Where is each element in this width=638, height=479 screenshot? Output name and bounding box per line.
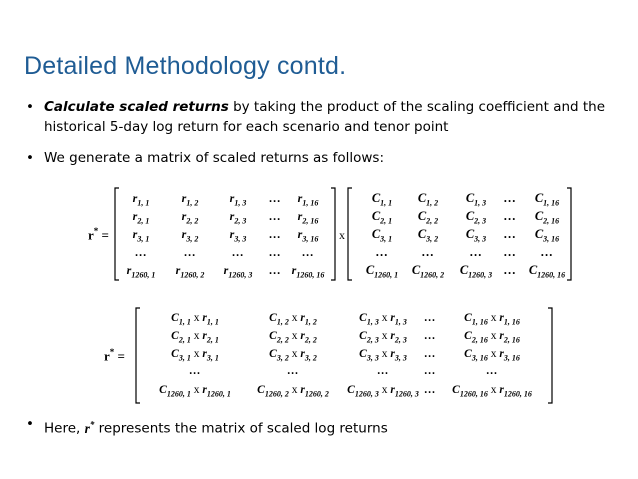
c-matrix-cell: … [503, 245, 517, 259]
r-matrix-cell: $r_{1260, 16}$ [291, 263, 325, 280]
c-matrix-cell: $C_{3, 16}$ [534, 227, 560, 244]
c-matrix-cell: $C_{1, 2}$ [417, 191, 439, 208]
r-matrix-cell: … [232, 245, 244, 259]
bullet-text: We generate a matrix of scaled returns as follows: [44, 150, 385, 166]
product-matrix-cell: $C_{1260, 3}$ x $r_{1260, 3}$ [347, 384, 419, 399]
c-matrix-cell: $C_{2, 16}$ [534, 209, 560, 226]
product-matrix-cell: $C_{2, 2}$ x $r_{2, 2}$ [269, 330, 317, 345]
c-matrix-cell: $C_{2, 2}$ [417, 209, 439, 226]
product-matrix-cell: $C_{1, 16}$ x $r_{1, 16}$ [464, 312, 520, 327]
r-matrix-cell: … [184, 245, 196, 259]
r-matrix-cell: … [135, 245, 147, 259]
equation1-label: r* = [88, 226, 109, 243]
product-matrix-cell: $C_{3, 16}$ x $r_{3, 16}$ [464, 348, 520, 363]
bullet-dot-icon: • [26, 99, 34, 115]
c-matrix-cell: $C_{3, 3}$ [465, 227, 487, 244]
product-matrix-cell: … [486, 365, 498, 377]
product-matrix-cell: $C_{1260, 2}$ x $r_{1260, 2}$ [257, 384, 329, 399]
c-matrix-cell: … [503, 191, 517, 205]
r-matrix-cell: … [302, 245, 314, 259]
r-matrix-cell: $r_{2, 16}$ [297, 209, 319, 226]
c-matrix-cell: $C_{1, 1}$ [371, 191, 393, 208]
r-matrix-cell: $r_{1260, 1}$ [126, 263, 156, 280]
bullet-suffix: represents the matrix of scaled log returns [94, 420, 388, 437]
product-matrix-cell: … [424, 330, 436, 342]
r-matrix-cell: … [269, 263, 281, 277]
c-matrix-cell: … [503, 209, 517, 223]
r-matrix-cell: $r_{3, 3}$ [229, 227, 247, 244]
c-matrix-cell: $C_{1260, 1}$ [365, 263, 399, 280]
c-matrix-cell: … [375, 245, 389, 259]
equation2-label: r* = [104, 347, 125, 364]
r-matrix-cell: $r_{1260, 3}$ [223, 263, 253, 280]
r-matrix-cell: … [269, 209, 281, 223]
c-matrix-cell: $C_{3, 2}$ [417, 227, 439, 244]
product-matrix-cell: … [424, 312, 436, 324]
bullet-text [44, 414, 388, 439]
r-star-symbol: r* [84, 419, 95, 436]
product-matrix-cell: $C_{2, 3}$ x $r_{2, 3}$ [359, 330, 407, 345]
c-matrix-cell: $C_{2, 3}$ [465, 209, 487, 226]
product-matrix-cell: … [189, 365, 201, 377]
c-matrix-cell: $C_{3, 1}$ [371, 227, 393, 244]
r-matrix-cell: $r_{1, 16}$ [297, 191, 319, 208]
r-matrix-cell: $r_{1260, 2}$ [175, 263, 205, 280]
product-matrix-cell: $C_{1260, 16}$ x $r_{1260, 16}$ [452, 384, 532, 399]
bullet-bold-phrase: Calculate scaled returns [44, 99, 229, 115]
r-matrix-cell: $r_{2, 2}$ [181, 209, 199, 226]
r-matrix-cell: $r_{3, 16}$ [297, 227, 319, 244]
product-matrix-cell: $C_{1, 3}$ x $r_{1, 3}$ [359, 312, 407, 327]
r-matrix-cell: $r_{2, 3}$ [229, 209, 247, 226]
c-matrix-cell: $C_{1, 16}$ [534, 191, 560, 208]
c-matrix-cell: $C_{1, 3}$ [465, 191, 487, 208]
c-matrix-cell: $C_{1260, 16}$ [528, 263, 566, 280]
product-matrix-cell: $C_{3, 1}$ x $r_{3, 1}$ [171, 348, 219, 363]
c-matrix-cell: $C_{2, 1}$ [371, 209, 393, 226]
r-matrix-cell: $r_{3, 1}$ [132, 227, 150, 244]
bullet-prefix: Here, [44, 420, 85, 437]
r-matrix-cell: $r_{3, 2}$ [181, 227, 199, 244]
c-matrix-cell: … [503, 227, 517, 241]
product-matrix-cell: $C_{2, 1}$ x $r_{2, 1}$ [171, 330, 219, 345]
c-matrix-cell: … [503, 263, 517, 277]
product-matrix-cell: $C_{1, 1}$ x $r_{1, 1}$ [171, 312, 219, 327]
bullet-text-line2: historical 5-day log return for each scenario and tenor point [44, 119, 449, 135]
r-matrix-cell: $r_{2, 1}$ [132, 209, 150, 226]
c-matrix-cell: $C_{1260, 3}$ [459, 263, 493, 280]
product-matrix-cell: … [424, 365, 436, 377]
r-matrix-cell: … [269, 245, 281, 259]
product-matrix-cell: $C_{2, 16}$ x $r_{2, 16}$ [464, 330, 520, 345]
c-matrix-cell: … [469, 245, 483, 259]
slide-title: Detailed Methodology contd. [24, 52, 347, 80]
product-matrix-cell: … [424, 348, 436, 360]
product-matrix-cell: $C_{1, 2}$ x $r_{1, 2}$ [269, 312, 317, 327]
product-matrix-cell: … [287, 365, 299, 377]
r-matrix-cell: … [269, 191, 281, 205]
bullet-dot-icon: • [26, 150, 34, 166]
product-matrix-cell: $C_{3, 2}$ x $r_{3, 2}$ [269, 348, 317, 363]
product-matrix-cell: $C_{3, 3}$ x $r_{3, 3}$ [359, 348, 407, 363]
product-matrix-cell: … [424, 384, 436, 396]
c-matrix-cell: … [421, 245, 435, 259]
bullet-text-rest: by taking the product of the scaling coefficient and the [228, 99, 606, 115]
r-matrix-cell: … [269, 227, 281, 241]
product-matrix-cell: $C_{1260, 1}$ x $r_{1260, 1}$ [159, 384, 231, 399]
matrix-multiply-operator: x [339, 228, 345, 242]
c-matrix-cell: $C_{1260, 2}$ [411, 263, 445, 280]
c-matrix-cell: … [540, 245, 554, 259]
r-matrix-cell: $r_{1, 1}$ [132, 191, 150, 208]
r-matrix-cell: $r_{1, 3}$ [229, 191, 247, 208]
product-matrix-cell: … [377, 365, 389, 377]
bullet-dot-icon: • [26, 416, 34, 432]
r-matrix-cell: $r_{1, 2}$ [181, 191, 199, 208]
